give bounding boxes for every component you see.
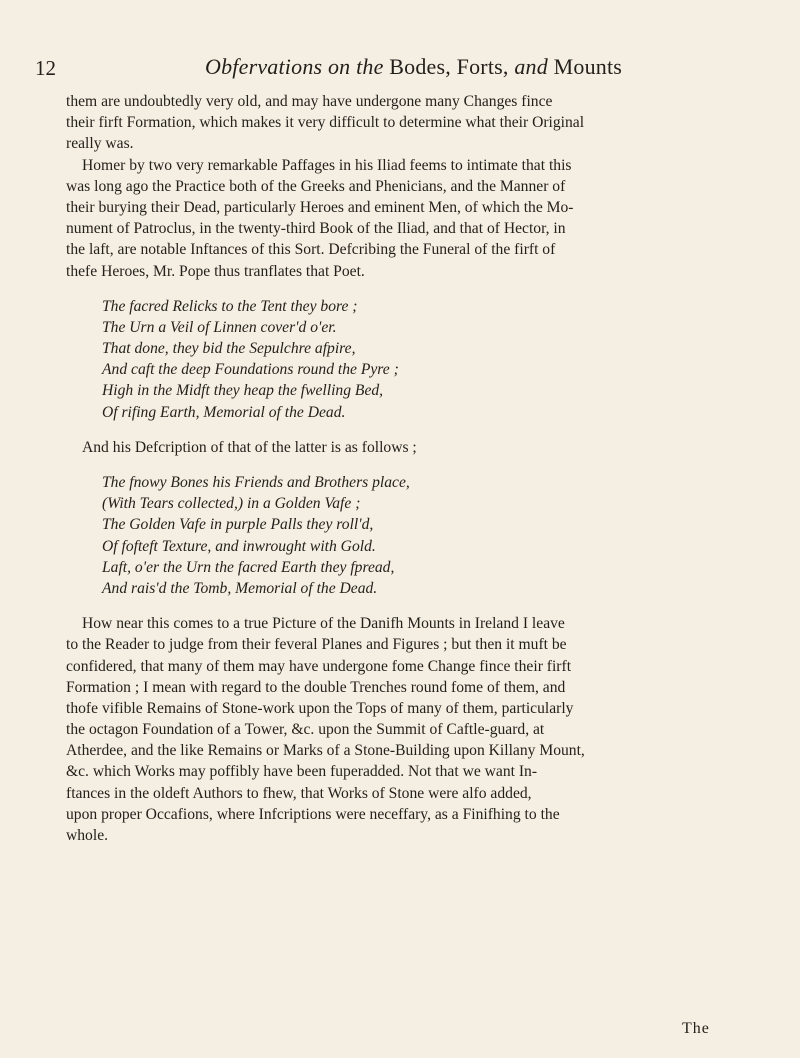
- text-line: nument of Patroclus, in the twenty-third Book of the Iliad, and that of Hector, in: [66, 220, 566, 238]
- text-line: the laft, are notable Inftances of this Sort. Defcribing the Funeral of the firft of: [66, 241, 556, 259]
- text-line: How near this comes to a true Picture of the Danifh Mounts in Ireland I leave: [82, 615, 565, 633]
- text-line: really was.: [66, 135, 134, 153]
- verse-line: The fnowy Bones his Friends and Brothers place,: [102, 474, 410, 491]
- text-line: them are undoubtedly very old, and may have undergone many Changes fince: [66, 93, 553, 110]
- page-number: 12: [35, 56, 56, 80]
- text-line: Formation ; I mean with regard to the double Trenches round fome of them, and: [66, 678, 566, 696]
- catchword: The: [682, 1020, 710, 1037]
- text-line: thofe vifible Remains of Stone-work upon the Tops of many of them, particularly: [66, 699, 574, 717]
- running-title: [205, 54, 622, 80]
- running-title-roman: Bodes, Forts,: [389, 54, 509, 79]
- running-title-italic: Obfervations on the: [205, 54, 384, 79]
- verse-line: (With Tears collected,) in a Golden Vafe ;: [102, 495, 361, 513]
- running-title-and: and: [514, 54, 548, 79]
- text-line: whole.: [66, 827, 109, 844]
- text-line: their firft Formation, which makes it very difficult to determine what their Original: [66, 114, 585, 132]
- text-line: ftances in the oldeft Authors to fhew, that Works of Stone were alfo added,: [66, 784, 532, 802]
- text-line: confidered, that many of them may have undergone fome Change fince their firft: [66, 657, 572, 675]
- verse-line: The facred Relicks to the Tent they bore ;: [102, 297, 358, 315]
- verse-line: The Urn a Veil of Linnen cover'd o'er.: [102, 318, 337, 336]
- text-line: to the Reader to judge from their feveral Planes and Figures ; but then it muft be: [66, 636, 567, 654]
- text-line: was long ago the Practice both of the Greeks and Phenicians, and the Manner of: [66, 177, 566, 195]
- running-title-end: Mounts: [553, 54, 623, 79]
- body-text: [66, 91, 762, 846]
- text-line: Atherdee, and the like Remains or Marks of a Stone-Building upon Killany Mount,: [66, 742, 585, 760]
- verse-line: Laft, o'er the Urn the facred Earth they fpread,: [102, 558, 395, 576]
- text-line: And his Defcription of that of the latter is as follows ;: [82, 438, 417, 456]
- verse-line: High in the Midft they heap the fwelling Bed,: [102, 382, 384, 400]
- text-line: Homer by two very remarkable Paffages in his Iliad feems to intimate that this: [82, 156, 572, 174]
- verse-line: And caft the deep Foundations round the Pyre ;: [102, 361, 399, 379]
- text-line: their burying their Dead, particularly Heroes and eminent Men, of which the Mo-: [66, 198, 574, 216]
- verse-line: That done, they bid the Sepulchre afpire,: [102, 340, 356, 358]
- verse-line: The Golden Vafe in purple Palls they roll'd,: [102, 516, 374, 534]
- text-line: the octagon Foundation of a Tower, &c. upon the Summit of Caftle-guard, at: [66, 721, 545, 739]
- verse-line: Of fofteft Texture, and inwrought with Gold.: [102, 537, 376, 555]
- verse-line: And rais'd the Tomb, Memorial of the Dead.: [102, 579, 378, 597]
- verse-line: Of rifing Earth, Memorial of the Dead.: [102, 403, 346, 421]
- text-line: &c. which Works may poffibly have been fuperadded. Not that we want In-: [66, 763, 538, 781]
- text-line: thefe Heroes, Mr. Pope thus tranflates that Poet.: [66, 262, 365, 280]
- text-line: upon proper Occafions, where Infcriptions were neceffary, as a Finifhing to the: [66, 805, 560, 823]
